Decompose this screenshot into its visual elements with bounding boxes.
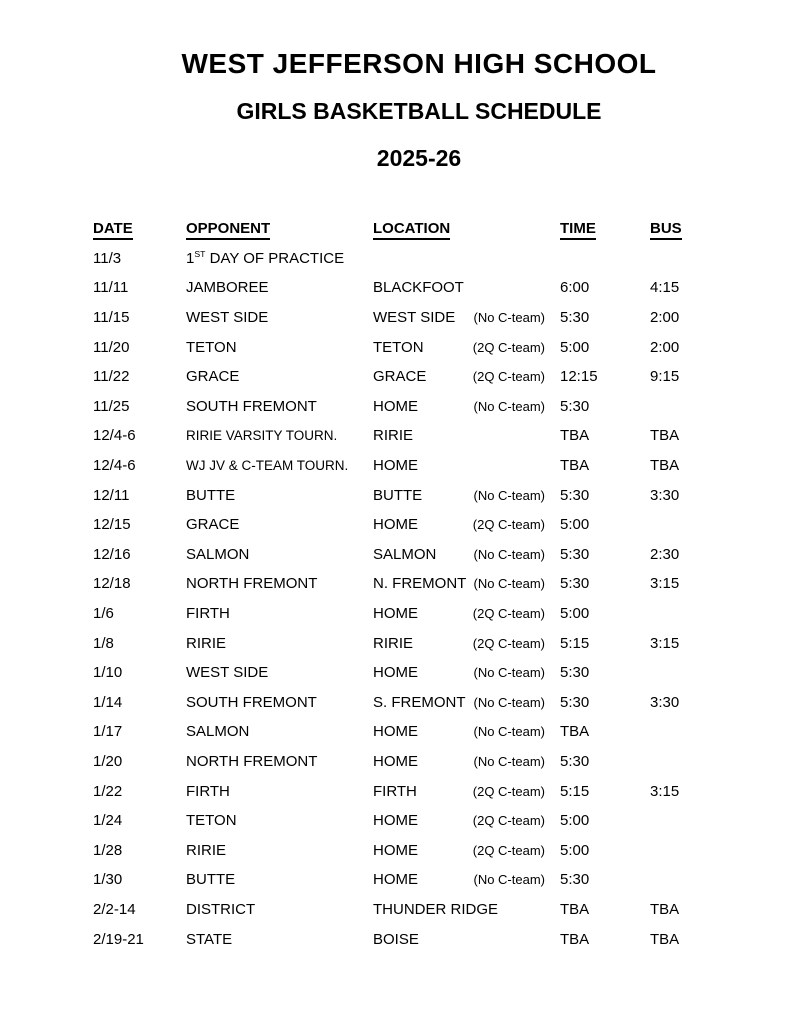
cteam-note: (2Q C-team) bbox=[472, 339, 545, 355]
opponent-cell: DISTRICT bbox=[186, 900, 256, 918]
schedule-row bbox=[93, 865, 745, 895]
location-cell bbox=[373, 871, 560, 888]
date-cell: 1/24 bbox=[93, 812, 123, 830]
date-cell: 1/20 bbox=[93, 752, 123, 770]
opponent-cell: NORTH FREMONT bbox=[186, 752, 318, 770]
bus-cell: TBA bbox=[650, 457, 680, 475]
date-cell: 11/22 bbox=[93, 368, 130, 386]
location-cell bbox=[373, 723, 560, 740]
opponent-cell: FIRTH bbox=[186, 605, 230, 623]
location-name: BUTTE bbox=[373, 486, 423, 504]
location-name: HOME bbox=[373, 871, 418, 889]
time-cell: 5:30 bbox=[560, 752, 590, 770]
schedule-row bbox=[93, 599, 745, 629]
location-name: THUNDER RIDGE bbox=[373, 900, 499, 918]
location-cell bbox=[373, 605, 560, 622]
location-cell bbox=[373, 635, 560, 652]
opponent-cell: GRACE bbox=[186, 368, 240, 386]
schedule-row bbox=[93, 510, 745, 540]
location-name: GRACE bbox=[373, 368, 427, 386]
time-cell: 12:15 bbox=[560, 368, 598, 386]
location-name: FIRTH bbox=[373, 782, 417, 800]
column-header-time: TIME bbox=[560, 220, 650, 237]
time-cell: 5:30 bbox=[560, 575, 590, 593]
bus-cell: 3:15 bbox=[650, 634, 680, 652]
location-cell bbox=[373, 368, 560, 385]
schedule-row bbox=[93, 688, 745, 718]
location-cell bbox=[373, 812, 560, 829]
date-cell: 11/15 bbox=[93, 309, 130, 327]
cteam-note: (No C-team) bbox=[473, 398, 545, 414]
location-cell bbox=[373, 694, 560, 711]
date-cell: 11/25 bbox=[93, 397, 130, 415]
location-cell bbox=[373, 279, 560, 296]
time-cell: 5:30 bbox=[560, 693, 590, 711]
date-cell: 11/20 bbox=[93, 338, 130, 356]
date-cell: 1/30 bbox=[93, 871, 123, 889]
schedule-row bbox=[93, 392, 745, 422]
location-name: HOME bbox=[373, 812, 418, 830]
time-cell: 5:30 bbox=[560, 664, 590, 682]
bus-cell: TBA bbox=[650, 930, 680, 948]
column-header-opponent: OPPONENT bbox=[186, 220, 373, 237]
schedule-row bbox=[93, 332, 745, 362]
date-cell: 1/8 bbox=[93, 634, 114, 652]
cteam-note: (No C-team) bbox=[473, 872, 545, 888]
location-name: WEST SIDE bbox=[373, 309, 456, 327]
bus-cell: 3:15 bbox=[650, 782, 680, 800]
date-cell: 12/11 bbox=[93, 486, 130, 504]
bus-cell: 3:30 bbox=[650, 693, 680, 711]
bus-cell: 3:30 bbox=[650, 486, 680, 504]
location-name: SALMON bbox=[373, 545, 437, 563]
bus-cell: 3:15 bbox=[650, 575, 680, 593]
opponent-cell: BUTTE bbox=[186, 486, 236, 504]
location-name: BLACKFOOT bbox=[373, 279, 464, 297]
opponent-cell: STATE bbox=[186, 930, 233, 948]
schedule-row bbox=[93, 806, 745, 836]
location-name: HOME bbox=[373, 516, 418, 534]
cteam-note: (2Q C-team) bbox=[472, 635, 545, 651]
bus-cell: 2:30 bbox=[650, 545, 680, 563]
cteam-note: (No C-team) bbox=[473, 694, 545, 710]
location-cell bbox=[373, 457, 560, 474]
bus-cell: 2:00 bbox=[650, 309, 680, 327]
bus-cell: 9:15 bbox=[650, 368, 680, 386]
schedule-row bbox=[93, 628, 745, 658]
column-header-location: LOCATION bbox=[373, 220, 560, 237]
date-cell: 11/11 bbox=[93, 279, 129, 297]
date-cell: 1/14 bbox=[93, 693, 123, 711]
column-header-date: DATE bbox=[93, 220, 186, 237]
bus-cell: 4:15 bbox=[650, 279, 680, 297]
cteam-note: (No C-team) bbox=[473, 487, 545, 503]
date-cell: 2/2-14 bbox=[93, 900, 136, 918]
cteam-note: (No C-team) bbox=[473, 724, 545, 740]
location-name: RIRIE bbox=[373, 427, 414, 445]
schedule-row bbox=[93, 362, 745, 392]
time-cell: 5:00 bbox=[560, 338, 590, 356]
opponent-cell: FIRTH bbox=[186, 782, 230, 800]
time-cell: TBA bbox=[560, 457, 590, 475]
date-cell: 1/28 bbox=[93, 841, 123, 859]
time-cell: 6:00 bbox=[560, 279, 590, 297]
date-cell: 12/16 bbox=[93, 545, 131, 563]
location-name: HOME bbox=[373, 605, 418, 623]
season-label: 2025-26 bbox=[376, 145, 462, 171]
date-cell: 11/3 bbox=[93, 249, 122, 267]
opponent-cell: TETON bbox=[186, 812, 237, 830]
location-name: HOME bbox=[373, 664, 418, 682]
date-cell: 1/17 bbox=[93, 723, 123, 741]
schedule-row bbox=[93, 480, 745, 510]
location-cell bbox=[373, 664, 560, 681]
location-name: S. FREMONT bbox=[373, 693, 466, 711]
bus-cell: TBA bbox=[650, 427, 680, 445]
time-cell: TBA bbox=[560, 930, 590, 948]
time-cell: TBA bbox=[560, 900, 590, 918]
location-cell bbox=[373, 398, 560, 415]
opponent-cell: RIRIE bbox=[186, 634, 227, 652]
location-cell bbox=[373, 753, 560, 770]
ordinal-suffix: ST bbox=[194, 248, 206, 259]
date-cell: 1/10 bbox=[93, 664, 123, 682]
document-header bbox=[93, 48, 745, 172]
location-name: BOISE bbox=[373, 930, 419, 948]
schedule-title: GIRLS BASKETBALL SCHEDULE bbox=[236, 98, 602, 124]
date-cell: 2/19-21 bbox=[93, 930, 144, 948]
location-name: HOME bbox=[373, 397, 418, 415]
opponent-cell: 1ST DAY OF PRACTICE bbox=[186, 248, 345, 267]
opponent-cell: RIRIE bbox=[186, 841, 227, 859]
time-cell: 5:15 bbox=[560, 782, 590, 800]
bus-cell: 2:00 bbox=[650, 338, 680, 356]
time-cell: 5:15 bbox=[560, 634, 590, 652]
schedule-row bbox=[93, 658, 745, 688]
time-cell: 5:00 bbox=[560, 841, 590, 859]
date-cell: 1/22 bbox=[93, 782, 123, 800]
schedule-row bbox=[93, 924, 745, 954]
date-cell: 1/6 bbox=[93, 605, 114, 623]
time-cell: 5:30 bbox=[560, 397, 590, 415]
opponent-cell: SALMON bbox=[186, 723, 250, 741]
opponent-cell: TETON bbox=[186, 338, 237, 356]
schedule-row bbox=[93, 540, 745, 570]
location-name: HOME bbox=[373, 752, 418, 770]
date-cell: 12/4-6 bbox=[93, 427, 136, 445]
date-cell: 12/15 bbox=[93, 516, 131, 534]
opponent-cell: SALMON bbox=[186, 545, 250, 563]
time-cell: 5:00 bbox=[560, 516, 590, 534]
location-name: HOME bbox=[373, 457, 418, 475]
opponent-cell: WEST SIDE bbox=[186, 309, 269, 327]
location-name: HOME bbox=[373, 841, 418, 859]
table-header-row bbox=[93, 214, 745, 244]
school-title: WEST JEFFERSON HIGH SCHOOL bbox=[181, 48, 657, 79]
schedule-row bbox=[93, 569, 745, 599]
location-cell bbox=[373, 931, 560, 948]
cteam-note: (2Q C-team) bbox=[472, 813, 545, 829]
location-cell bbox=[373, 427, 560, 444]
schedule-row bbox=[93, 717, 745, 747]
location-cell bbox=[373, 575, 560, 592]
cteam-note: (No C-team) bbox=[473, 753, 545, 769]
opponent-cell: WEST SIDE bbox=[186, 664, 269, 682]
location-name: N. FREMONT bbox=[373, 575, 467, 593]
location-cell bbox=[373, 546, 560, 563]
schedule-row bbox=[93, 244, 745, 274]
opponent-cell: BUTTE bbox=[186, 871, 236, 889]
location-name: TETON bbox=[373, 338, 424, 356]
opponent-cell: SOUTH FREMONT bbox=[186, 693, 317, 711]
cteam-note: (2Q C-team) bbox=[472, 783, 545, 799]
opponent-cell: RIRIE VARSITY TOURN. bbox=[186, 428, 338, 444]
time-cell: 5:30 bbox=[560, 486, 590, 504]
schedule-row bbox=[93, 303, 745, 333]
location-cell bbox=[373, 783, 560, 800]
location-cell bbox=[373, 901, 560, 918]
column-header-bus: BUS bbox=[650, 220, 710, 237]
time-cell: TBA bbox=[560, 723, 590, 741]
time-cell: 5:00 bbox=[560, 812, 590, 830]
time-cell: 5:30 bbox=[560, 545, 590, 563]
schedule-row bbox=[93, 776, 745, 806]
time-cell: 5:00 bbox=[560, 605, 590, 623]
location-cell bbox=[373, 842, 560, 859]
schedule-row bbox=[93, 835, 745, 865]
cteam-note: (2Q C-team) bbox=[472, 606, 545, 622]
schedule-table bbox=[93, 214, 745, 954]
cteam-note: (2Q C-team) bbox=[472, 369, 545, 385]
schedule-row bbox=[93, 451, 745, 481]
time-cell: 5:30 bbox=[560, 871, 590, 889]
cteam-note: (No C-team) bbox=[473, 310, 545, 326]
cteam-note: (No C-team) bbox=[473, 665, 545, 681]
opponent-cell: JAMBOREE bbox=[186, 279, 269, 297]
opponent-cell: SOUTH FREMONT bbox=[186, 397, 317, 415]
opponent-cell: WJ JV & C-TEAM TOURN. bbox=[186, 458, 349, 474]
location-cell bbox=[373, 309, 560, 326]
cteam-note: (No C-team) bbox=[473, 576, 545, 592]
location-name: RIRIE bbox=[373, 634, 414, 652]
opponent-cell: GRACE bbox=[186, 516, 240, 534]
cteam-note: (2Q C-team) bbox=[472, 842, 545, 858]
time-cell: 5:30 bbox=[560, 309, 590, 327]
location-name: HOME bbox=[373, 723, 418, 741]
schedule-row bbox=[93, 421, 745, 451]
schedule-row bbox=[93, 895, 745, 925]
time-cell: TBA bbox=[560, 427, 590, 445]
cteam-note: (2Q C-team) bbox=[472, 517, 545, 533]
cteam-note: (No C-team) bbox=[473, 546, 545, 562]
bus-cell: TBA bbox=[650, 900, 680, 918]
location-cell bbox=[373, 339, 560, 356]
schedule-row bbox=[93, 273, 745, 303]
date-cell: 12/18 bbox=[93, 575, 131, 593]
location-cell bbox=[373, 516, 560, 533]
table-body bbox=[93, 244, 745, 954]
location-cell bbox=[373, 487, 560, 504]
schedule-row bbox=[93, 747, 745, 777]
opponent-cell: NORTH FREMONT bbox=[186, 575, 318, 593]
date-cell: 12/4-6 bbox=[93, 457, 136, 475]
